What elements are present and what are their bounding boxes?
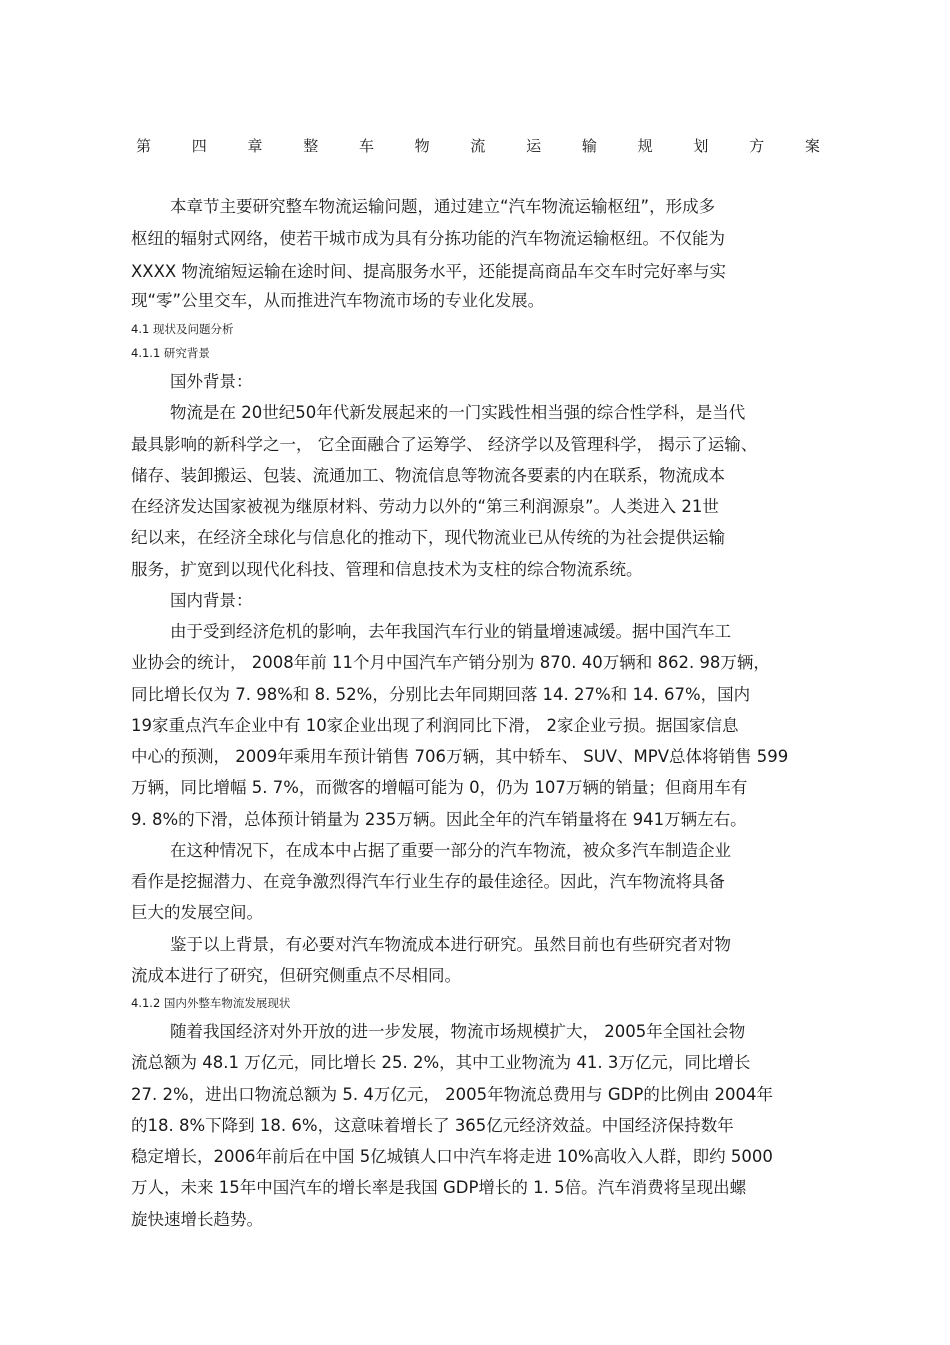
text-line: 现“零”公里交车，从而推进汽车物流市场的专业化发展。 — [131, 291, 545, 310]
text-line: 9. 8%的下滑，总体预计销量为 235万辆。因此全年的汽车销量将在 941万辆左右。 — [131, 810, 747, 829]
text-line: 万人，未来 15年中国汽车的增长率是我国 GDP增长的 1. 5倍。汽车消费将呈现出螺 — [131, 1178, 747, 1197]
text-line: 中心的预测， 2009年乘用车预计销售 706万辆，其中轿车、 SUV、MPV总体将销售 599 — [131, 747, 789, 766]
title-char: 物 — [414, 137, 430, 155]
text-line: 储存、装卸搬运、包装、流通加工、物流信息等物流各要素的内在联系，物流成本 — [131, 466, 725, 485]
text-line: 鉴于以上背景，有必要对汽车物流成本进行研究。虽然目前也有些研究者对物 — [170, 935, 731, 954]
text-line: 稳定增长，2006年前后在中国 5亿城镇人口中汽车将走进 10%高收入人群，即约 5000 — [131, 1147, 773, 1166]
text-line: 在这种情况下，在成本中占据了重要一部分的汽车物流，被众多汽车制造企业 — [170, 841, 731, 860]
paragraph-label: 国内背景： — [170, 591, 253, 610]
title-char: 整 — [303, 137, 319, 155]
text-line: 服务，扩宽到以现代化科技、管理和信息技术为支柱的综合物流系统。 — [131, 560, 643, 579]
text-line: XXXX 物流缩短运输在途时间、提高服务水平，还能提高商品车交车时完好率与实 — [131, 262, 726, 281]
subsection-heading: 4.1.1 研究背景 — [131, 346, 210, 360]
text-line: 由于受到经济危机的影响，去年我国汽车行业的销量增速减缓。据中国汽车工 — [170, 622, 731, 641]
text-line: 万辆，同比增幅 5. 7%，而微客的增幅可能为 0，仍为 107万辆的销量；但商用车有 — [131, 778, 748, 797]
text-line: 业协会的统计， 2008年前 11个月中国汽车产销分别为 870. 40万辆和 862. 98万辆， — [131, 653, 770, 672]
text-line: 随着我国经济对外开放的进一步发展，物流市场规模扩大， 2005年全国社会物 — [170, 1022, 746, 1041]
text-line: 19家重点汽车企业中有 10家企业出现了利润同比下滑， 2家企业亏损。据国家信息 — [131, 716, 739, 735]
title-char: 四 — [191, 137, 207, 155]
title-char: 车 — [358, 137, 374, 155]
chapter-title — [136, 136, 820, 156]
title-char: 案 — [804, 137, 820, 155]
title-char: 流 — [470, 137, 486, 155]
title-char: 规 — [637, 137, 653, 155]
text-line: 最具影响的新科学之一， 它全面融合了运筹学、 经济学以及管理科学， 揭示了运输、 — [131, 435, 758, 454]
text-line: 流总额为 48.1 万亿元，同比增长 25. 2%，其中工业物流为 41. 3万亿元，同比增长 — [131, 1053, 751, 1072]
title-char: 方 — [749, 137, 765, 155]
text-line: 看作是挖掘潜力、在竞争激烈得汽车行业生存的最佳途径。因此，汽车物流将具备 — [131, 872, 725, 891]
text-line: 流成本进行了研究，但研究侧重点不尽相同。 — [131, 966, 461, 985]
text-line: 纪以来，在经济全球化与信息化的推动下，现代物流业已从传统的为社会提供运输 — [131, 528, 725, 547]
title-char: 运 — [526, 137, 542, 155]
text-line: 巨大的发展空间。 — [131, 903, 263, 922]
title-char: 输 — [581, 137, 597, 155]
paragraph-label: 国外背景： — [170, 372, 253, 391]
text-line: 在经济发达国家被视为继原材料、劳动力以外的“第三利润源泉”。人类进入 21世 — [131, 497, 719, 516]
text-line: 旋快速增长趋势。 — [131, 1210, 263, 1229]
title-char: 第 — [136, 137, 152, 155]
text-line: 枢纽的辐射式网络，使若干城市成为具有分拣功能的汽车物流运输枢纽。不仅能为 — [131, 229, 725, 248]
text-line: 物流是在 20世纪50年代新发展起来的一门实践性相当强的综合性学科，是当代 — [170, 403, 746, 422]
subsection-heading: 4.1.2 国内外整车物流发展现状 — [131, 996, 291, 1010]
text-line: 的18. 8%下降到 18. 6%，这意味着增长了 365亿元经济效益。中国经济保持数年 — [131, 1116, 734, 1135]
text-line: 本章节主要研究整车物流运输问题，通过建立“汽车物流运输枢纽”，形成多 — [170, 197, 716, 216]
section-heading: 4.1 现状及问题分析 — [131, 322, 234, 336]
title-char: 章 — [247, 137, 263, 155]
text-line: 27. 2%，进出口物流总额为 5. 4万亿元， 2005年物流总费用与 GDP的比例由 2004年 — [131, 1085, 774, 1104]
text-line: 同比增长仅为 7. 98%和 8. 52%，分别比去年同期回落 14. 27%和 14. 67%，国内 — [131, 685, 751, 704]
title-char: 划 — [693, 137, 709, 155]
